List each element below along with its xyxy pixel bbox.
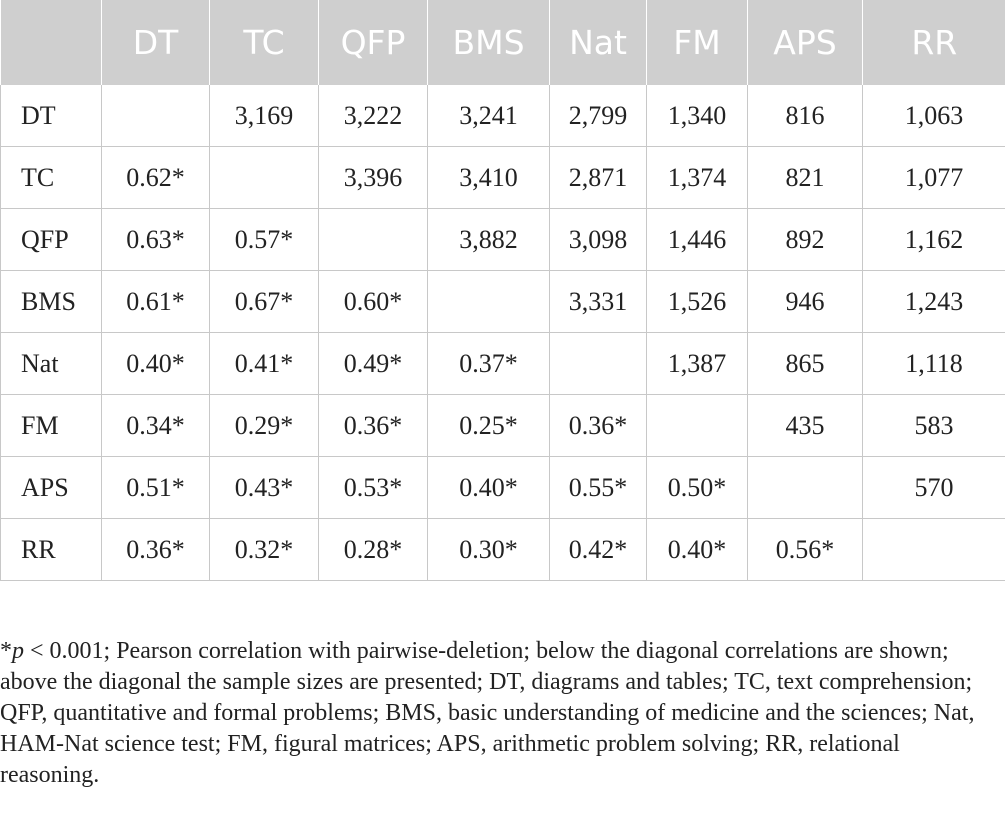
table-cell: 3,169 xyxy=(210,85,319,147)
column-header-qfp: QFP xyxy=(319,0,428,85)
table-cell xyxy=(319,209,428,271)
table-row xyxy=(1,271,1005,333)
table-cell: 0.43* xyxy=(210,457,319,519)
row-label-rr: RR xyxy=(1,519,102,581)
table-cell: 0.55* xyxy=(550,457,647,519)
table-row xyxy=(1,85,1005,147)
table-cell: 0.34* xyxy=(102,395,210,457)
table-cell: 0.25* xyxy=(428,395,550,457)
footnote-p-symbol: p xyxy=(12,638,24,664)
table-cell xyxy=(863,519,1005,581)
table-cell: 0.40* xyxy=(428,457,550,519)
table-cell: 0.30* xyxy=(428,519,550,581)
table-cell: 0.40* xyxy=(102,333,210,395)
row-label-aps: APS xyxy=(1,457,102,519)
table-cell: 3,410 xyxy=(428,147,550,209)
table-row xyxy=(1,147,1005,209)
table-cell: 0.37* xyxy=(428,333,550,395)
table-cell: 3,331 xyxy=(550,271,647,333)
table-cell: 1,340 xyxy=(647,85,748,147)
table-cell: 583 xyxy=(863,395,1005,457)
table-footnote xyxy=(0,636,1000,791)
row-label-dt: DT xyxy=(1,85,102,147)
table-cell: 0.56* xyxy=(748,519,863,581)
table-cell: 0.50* xyxy=(647,457,748,519)
column-header-aps: APS xyxy=(748,0,863,85)
table-cell: 0.36* xyxy=(102,519,210,581)
column-header-bms: BMS xyxy=(428,0,550,85)
table-cell: 0.32* xyxy=(210,519,319,581)
table-row xyxy=(1,333,1005,395)
table-cell xyxy=(550,333,647,395)
table-cell xyxy=(748,457,863,519)
table-cell: 816 xyxy=(748,85,863,147)
table-cell: 0.62* xyxy=(102,147,210,209)
table-cell: 0.49* xyxy=(319,333,428,395)
table-cell: 0.51* xyxy=(102,457,210,519)
table-cell: 865 xyxy=(748,333,863,395)
column-header-dt: DT xyxy=(102,0,210,85)
table-cell: 1,077 xyxy=(863,147,1005,209)
table-cell: 1,446 xyxy=(647,209,748,271)
table-cell: 3,098 xyxy=(550,209,647,271)
footnote-star: * xyxy=(0,638,12,664)
row-label-fm: FM xyxy=(1,395,102,457)
table-cell: 3,241 xyxy=(428,85,550,147)
row-label-nat: Nat xyxy=(1,333,102,395)
table-cell xyxy=(102,85,210,147)
table-cell: 1,118 xyxy=(863,333,1005,395)
row-label-bms: BMS xyxy=(1,271,102,333)
table-cell: 0.63* xyxy=(102,209,210,271)
table-cell: 1,063 xyxy=(863,85,1005,147)
table-row xyxy=(1,209,1005,271)
table-cell: 0.29* xyxy=(210,395,319,457)
table-cell: 0.53* xyxy=(319,457,428,519)
table-row xyxy=(1,395,1005,457)
table-cell xyxy=(647,395,748,457)
table-row xyxy=(1,457,1005,519)
table-cell: 0.57* xyxy=(210,209,319,271)
table-cell: 0.67* xyxy=(210,271,319,333)
table-cell: 1,243 xyxy=(863,271,1005,333)
table-cell: 0.41* xyxy=(210,333,319,395)
table-cell: 821 xyxy=(748,147,863,209)
table-cell: 2,871 xyxy=(550,147,647,209)
table-body xyxy=(1,85,1005,581)
column-header-tc: TC xyxy=(210,0,319,85)
table-cell: 0.61* xyxy=(102,271,210,333)
column-header-rr: RR xyxy=(863,0,1005,85)
table-cell: 3,222 xyxy=(319,85,428,147)
table-cell: 1,162 xyxy=(863,209,1005,271)
table-cell: 1,526 xyxy=(647,271,748,333)
table-cell: 0.36* xyxy=(550,395,647,457)
table-cell: 435 xyxy=(748,395,863,457)
table-cell: 892 xyxy=(748,209,863,271)
table-cell: 3,396 xyxy=(319,147,428,209)
table-cell: 0.60* xyxy=(319,271,428,333)
column-header-nat: Nat xyxy=(550,0,647,85)
column-header-fm: FM xyxy=(647,0,748,85)
table-cell: 1,374 xyxy=(647,147,748,209)
table-cell: 0.36* xyxy=(319,395,428,457)
table-cell xyxy=(210,147,319,209)
table-cell: 3,882 xyxy=(428,209,550,271)
table-cell: 0.40* xyxy=(647,519,748,581)
table-cell xyxy=(428,271,550,333)
table-cell: 0.28* xyxy=(319,519,428,581)
header-corner-cell xyxy=(1,0,102,85)
footnote-text: < 0.001; Pearson correlation with pairwise-deletion; below the diagonal correlations are shown; above the diagonal the sample sizes are presented; DT, diagrams and tables; TC, text comprehension; QFP, quantitative and formal problems; BMS, basic understanding of medicine and the sciences; Nat, HAM-Nat science test; FM, figural matrices; APS, arithmetic problem solving; RR, relational reasoning. xyxy=(0,638,975,788)
table-cell: 570 xyxy=(863,457,1005,519)
table-cell: 0.42* xyxy=(550,519,647,581)
table-cell: 946 xyxy=(748,271,863,333)
table-row xyxy=(1,519,1005,581)
row-label-qfp: QFP xyxy=(1,209,102,271)
table-header-row xyxy=(1,0,1005,85)
row-label-tc: TC xyxy=(1,147,102,209)
table-cell: 2,799 xyxy=(550,85,647,147)
table-cell: 1,387 xyxy=(647,333,748,395)
